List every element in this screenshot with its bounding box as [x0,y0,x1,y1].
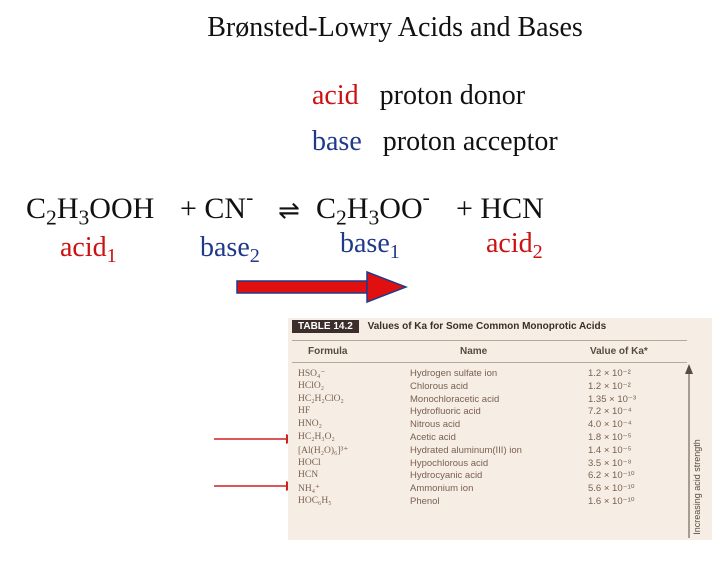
product-acetate: $C_2H_3OO^-$ [316,184,430,230]
table-body [288,368,688,509]
acid-definition [312,80,525,112]
reactant-cyanide: + CN- [180,184,254,225]
label-base2: base$_2$ [200,232,260,268]
forward-arrow-icon [236,270,408,304]
equilibrium-arrow-icon: ⇌ [278,196,300,226]
acid-strength-label: Increasing acid strength [692,439,702,535]
page-title: Brønsted-Lowry Acids and Bases [207,12,583,43]
table-row: HNO₂ Nitrous acid 4.0 × 10⁻⁴ [298,419,632,431]
pointer-arrow-hcn-icon [214,479,298,493]
table-row: HOC₆H₅ Phenol 1.6 × 10⁻¹⁰ [298,495,635,507]
table-row: HClO₂ Chlorous acid 1.2 × 10⁻² [298,380,631,392]
acid-strength-indicator [684,362,712,540]
rule-top [292,340,687,341]
acid-def: proton donor [379,80,526,111]
table-row: HOCl Hypochlorous acid 3.5 × 10⁻⁸ [298,457,632,469]
base-definition [312,126,558,158]
label-acid2: acid$_2$ [486,228,543,264]
table-title: Values of Ka for Some Common Monoprotic Acids [367,321,607,332]
table-row: NH₄⁺ Ammonium ion 5.6 × 10⁻¹⁰ [298,483,635,495]
rule-header [292,362,687,363]
table-row: [Al(H₂O)₆]³⁺ Hydrated aluminum(III) ion 1.4 × 10⁻⁵ [298,444,632,456]
ka-table [288,318,712,540]
table-heading [292,321,708,337]
base-def: proton acceptor [382,126,558,157]
base-term: base [312,126,362,157]
label-acid1: acid$_1$ [60,232,117,268]
col-name-header: Name [460,346,488,357]
col-value-header: Value of Ka* [590,346,648,357]
table-row: HC₂H₃O₂ Acetic acid 1.8 × 10⁻⁵ [298,431,632,443]
table-row: HSO₄⁻ Hydrogen sulfate ion 1.2 × 10⁻² [298,368,631,379]
table-row: HC₂H₂ClO₂ Monochloracetic acid 1.35 × 10⁻³ [298,393,637,405]
label-base1: base$_1$ [340,228,400,264]
acid-term: acid [312,80,359,111]
table-row: HF Hydrofluoric acid 7.2 × 10⁻⁴ [298,406,632,418]
col-formula-header: Formula [308,346,348,357]
reactant-acetic-acid: $C_2H_3OOH$ [26,192,155,230]
table-row: HCN Hydrocyanic acid 6.2 × 10⁻¹⁰ [298,470,635,482]
table-number: TABLE 14.2 [292,320,359,333]
pointer-arrow-acetic-icon [214,432,298,446]
product-hcn: + HCN [456,192,544,225]
